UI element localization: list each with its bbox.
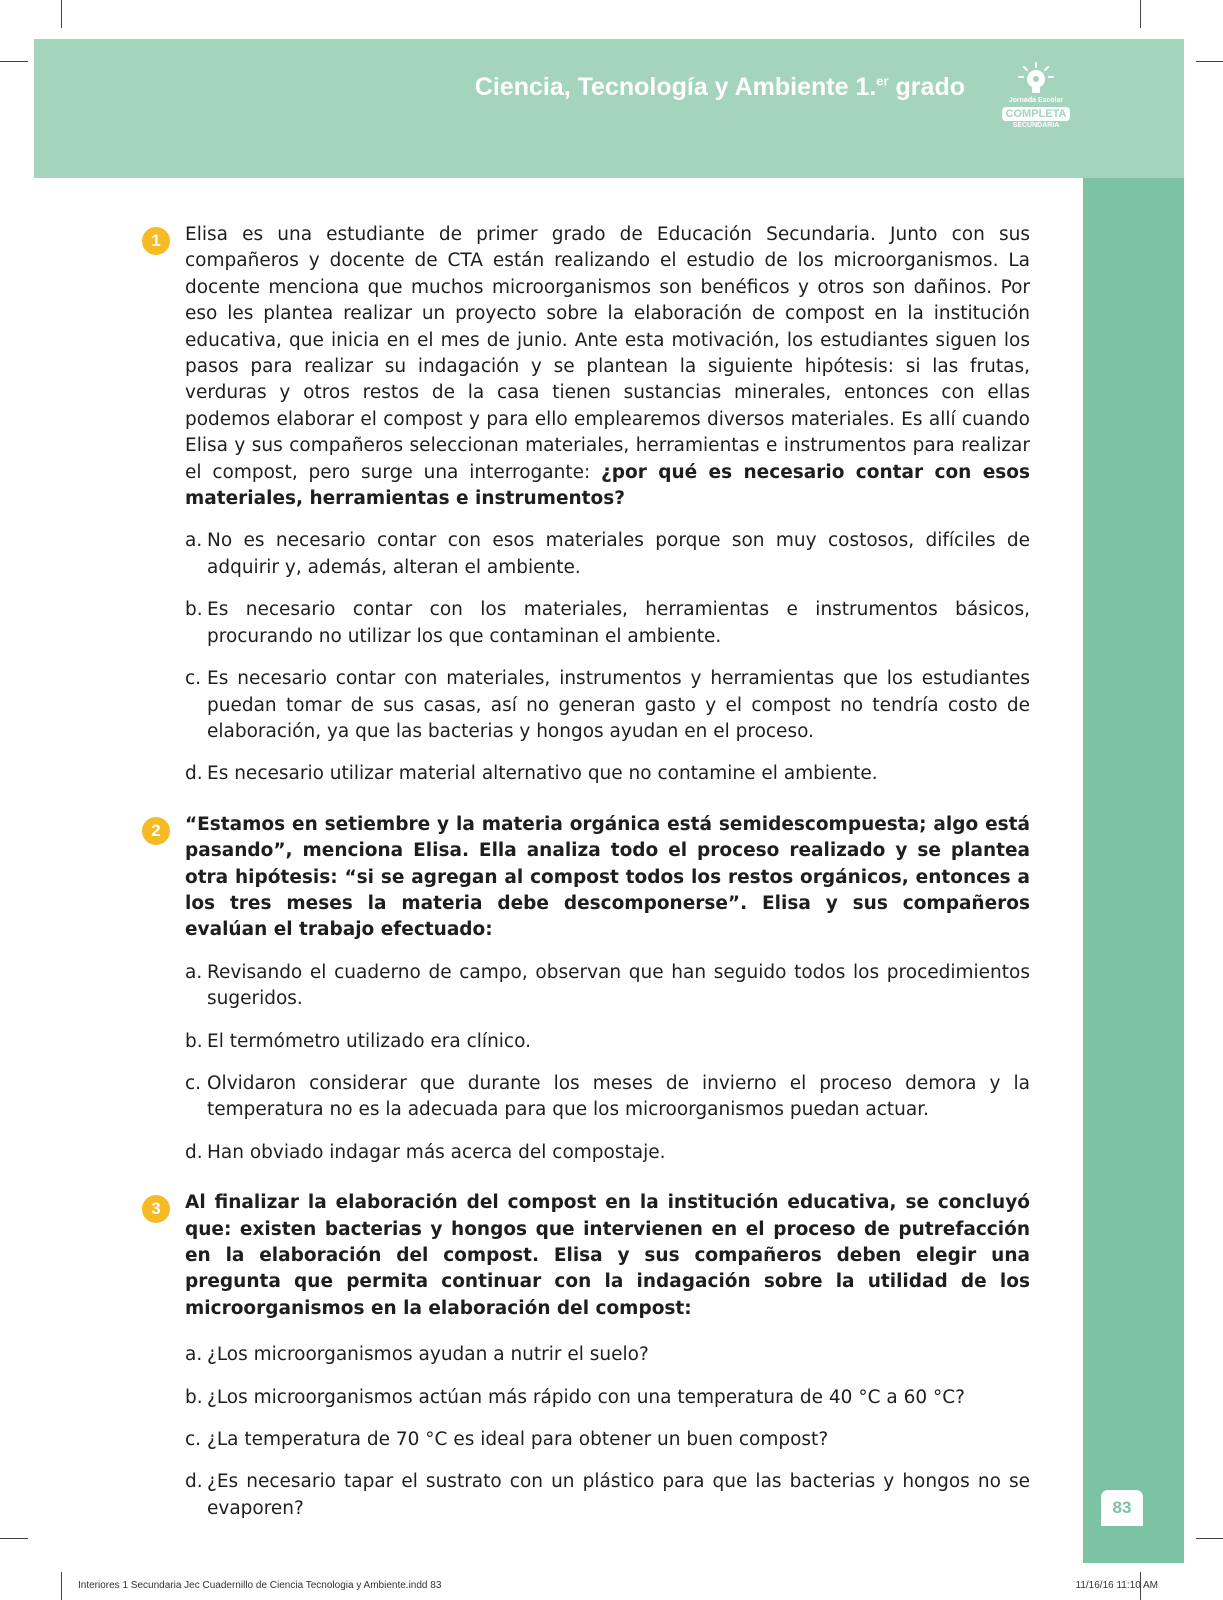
option-c[interactable]: c. Olvidaron considerar que durante los meses de invierno el proceso demora y la temperatura no es la adecuada para que los microorganismos puedan actuar. [185, 1072, 1030, 1121]
option-b[interactable]: b. ¿Los microorganismos actúan más rápido con una temperatura de 40 °C a 60 °C? [185, 1386, 965, 1408]
crop-mark [1196, 61, 1223, 62]
question-2 [142, 812, 1030, 1166]
option-c[interactable]: c. ¿La temperatura de 70 °C es ideal para obtener un buen compost? [185, 1429, 829, 1451]
option-d[interactable]: d. Es necesario utilizar material alternativo que no contamine el ambiente. [185, 763, 878, 785]
option-a[interactable]: a. No es necesario contar con esos materiales porque son muy costosos, difíciles de adquirir y, además, alteran el ambiente. [185, 530, 1030, 578]
question-1 [142, 222, 1030, 788]
question-stem: Al finalizar la elaboración del compost en la institución educativa, se concluyó que: existen bacterias y hongos que intervienen en el proceso de putrefacción en la elaboración del compost. Elisa y sus compañeros deben elegir una pregunta que permita continuar con la indagación sobre la utilidad de los microorganismos en la elaboración del compost: [185, 1192, 1030, 1319]
lightbulb-sun-icon [1016, 62, 1056, 96]
logo-top-text: Jornada Escolar [1008, 97, 1064, 104]
option-list [185, 960, 1030, 1166]
logo-word: COMPLETA [1002, 107, 1071, 121]
option-d[interactable]: d. Han obviado indagar más acerca del compostaje. [185, 1141, 666, 1163]
question-number-badge: 2 [142, 817, 170, 845]
crop-mark [61, 1572, 62, 1600]
option-b[interactable]: b. El termómetro utilizado era clínico. [185, 1030, 531, 1052]
option-c[interactable]: c. Es necesario contar con materiales, instrumentos y herramientas que los estudiantes puedan tomar de sus casas, así no generan gasto y el compost no tendría costo de elaboración, ya que las bacterias y hongos ayudan en el proceso. [185, 668, 1030, 742]
logo-sub-text: SECUNDARIA [1012, 122, 1060, 129]
question-3 [142, 1190, 1030, 1522]
crop-mark [0, 1538, 28, 1539]
footer-date: 11/16/16 11:10 AM [1075, 1580, 1158, 1591]
question-number-badge: 1 [142, 227, 170, 255]
option-b[interactable]: b. Es necesario contar con los materiales, herramientas e instrumentos básicos, procurando no utilizar los que contaminan el ambiente. [185, 599, 1030, 647]
crop-mark [1196, 1538, 1223, 1539]
option-d[interactable]: d. ¿Es necesario tapar el sustrato con un plástico para que las bacterias y hongos no se evaporen? [185, 1471, 1030, 1519]
worksheet-content [142, 222, 1030, 1522]
question-stem: “Estamos en setiembre y la materia orgánica está semidescompuesta; algo está pasando”, menciona Elisa. Ella analiza todo el proceso realizado y se plantea otra hipótesis: “si se agregan al compost todos los restos orgánicos, entonces a los tres meses la materia debe descomponerse”. Elisa y sus compañeros evalúan el trabajo efectuado: [185, 813, 1030, 941]
option-list [185, 528, 1030, 787]
question-stem: Elisa es una estudiante de primer grado de Educación Secundaria. Junto con sus compañeros y docente de CTA están realizando el estudio de los microorganismos. La docente menciona que muchos microorganismos son benéficos y otros son dañinos. Por eso les plantea realizar un proyecto sobre la elaboración de compost en la institución educativa, que inicia en el mes de junio. Ante esta motivación, los estudiantes siguen los pasos para realizar su indagación y se plantean la siguiente hipótesis: si las frutas, verduras y otros restos de la casa tienen sustancias minerales, entonces con ellas podemos elaborar el compost y para ello emplearemos diversos materiales. Es allí cuando Elisa y sus compañeros seleccionan materiales, herramientas e instrumentos para realizar el compost, pero surge una interrogante: ¿por qué es necesario contar con esos materiales, herramientas e instrumentos? [185, 224, 1030, 510]
footer-file-name: Interiores 1 Secundaria Jec Cuadernillo de Ciencia Tecnologia y Ambiente.indd 83 [78, 1580, 442, 1591]
crop-mark [0, 61, 28, 62]
option-list [185, 1342, 1030, 1522]
option-a[interactable]: a. Revisando el cuaderno de campo, observan que han seguido todos los procedimientos sugeridos. [185, 961, 1030, 1010]
jornada-escolar-completa-logo [996, 62, 1076, 160]
option-a[interactable]: a. ¿Los microorganismos ayudan a nutrir el suelo? [185, 1344, 649, 1366]
question-number-badge: 3 [142, 1195, 170, 1223]
crop-mark [61, 0, 62, 28]
crop-mark [1140, 0, 1141, 28]
page-number: 83 [1101, 1490, 1143, 1526]
side-band [1083, 178, 1184, 1563]
page-header-title: Ciencia, Tecnología y Ambiente 1.$^{er}$ grado [474, 73, 965, 101]
